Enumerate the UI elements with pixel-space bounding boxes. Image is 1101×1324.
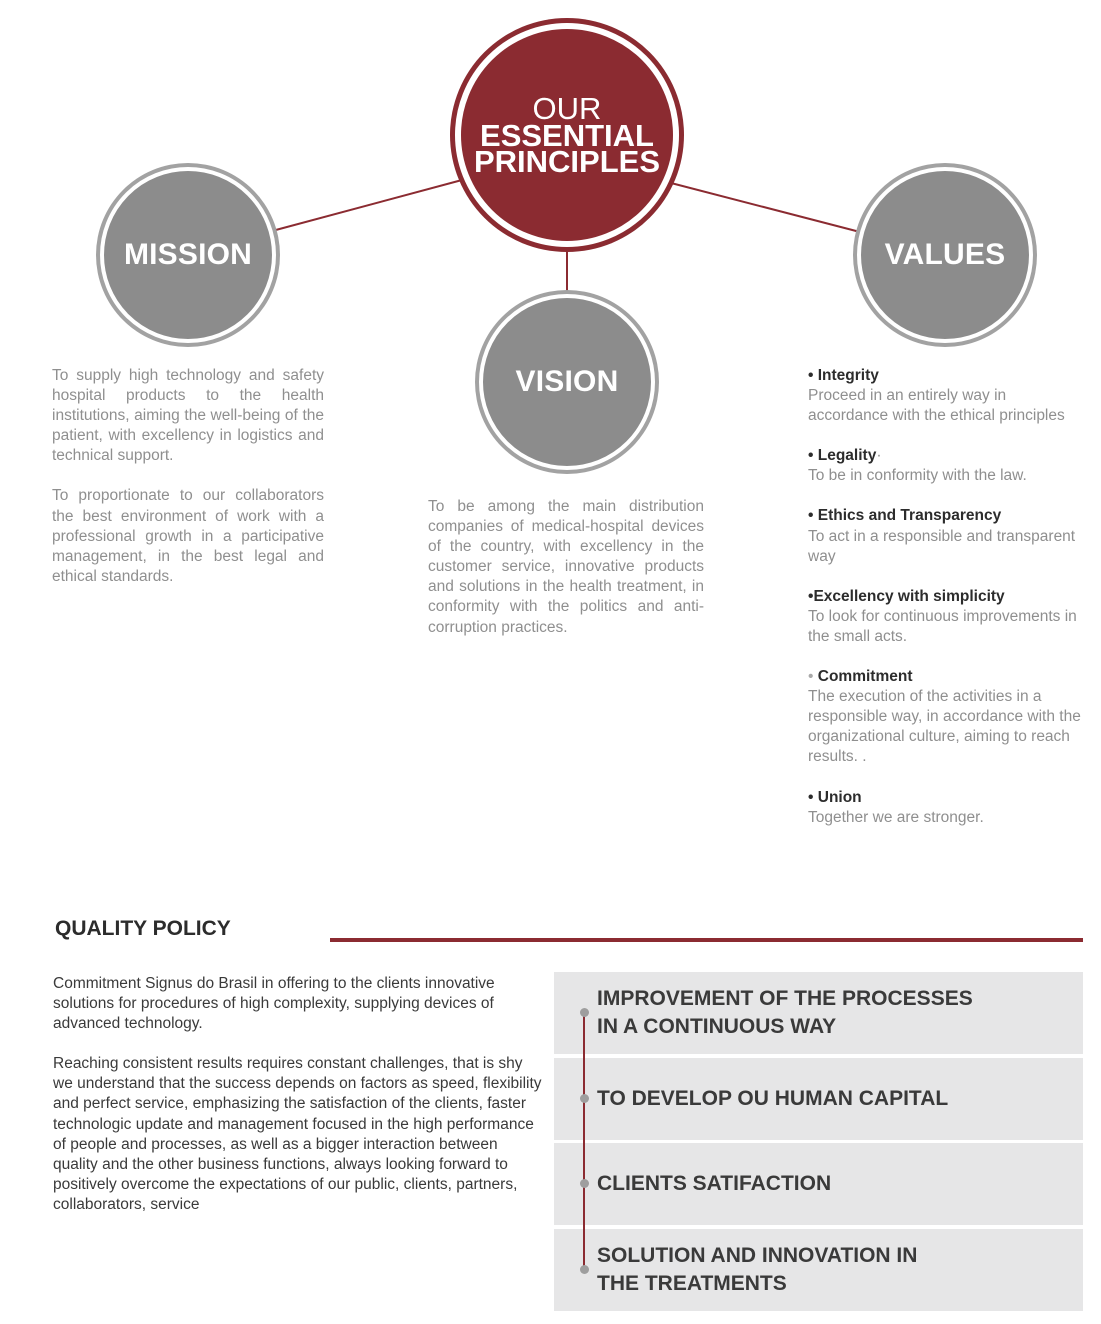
bullet-icon: •	[808, 668, 814, 686]
vision-text	[428, 497, 704, 658]
quality-point-label: IMPROVEMENT OF THE PROCESSES IN A CONTINUOUS WAY	[597, 987, 973, 1038]
center-line-2: ESSENTIAL	[480, 118, 654, 153]
bullet-icon: •	[808, 447, 814, 465]
timeline-dot-icon	[580, 1008, 589, 1017]
value-desc: To look for continuous improvements in the small acts.	[808, 607, 1077, 645]
value-desc: Together we are stronger.	[808, 808, 984, 826]
vision-paragraph: To be among the main distribution companies of medical-hospital devices of the country, with excellency in the customer service, innovative products and solutions in the health treatment, in conformity with the politics and anti-corruption practices.	[428, 498, 704, 636]
quality-point	[554, 1229, 1083, 1311]
quality-point	[554, 1143, 1083, 1225]
value-title: Integrity	[817, 367, 879, 384]
connector-values	[671, 183, 860, 232]
quality-point	[554, 972, 1083, 1054]
value-desc: To be in conformity with the law.	[808, 467, 1027, 485]
quality-point-label: TO DEVELOP OU HUMAN CAPITAL	[597, 1087, 949, 1110]
value-item	[808, 587, 1088, 647]
timeline-dot-icon	[580, 1094, 589, 1103]
section-divider	[330, 938, 1083, 942]
mission-label: MISSION	[123, 238, 253, 271]
timeline-dot-icon	[580, 1265, 589, 1274]
center-line-1: OUR	[532, 91, 602, 126]
mission-paragraph: To supply high technology and safety hospital products to the health institutions, aiming the well-being of the patient, with excellency in logistics and technical support.	[52, 367, 324, 465]
value-title-suffix: ·	[876, 447, 882, 465]
quality-point	[554, 1058, 1083, 1140]
mission-paragraph: To proportionate to our collaborators the best environment of work with a professional growth in a participative management, in the best legal and ethical standards.	[52, 487, 324, 585]
values-circle	[857, 167, 1033, 343]
quality-paragraph: Commitment Signus do Brasil in offering to the clients innovative solutions for procedures of high complexity, supplying devices of advanced technology.	[53, 975, 495, 1033]
bullet-icon: •	[808, 367, 814, 384]
values-label: VALUES	[884, 238, 1006, 271]
mission-text	[52, 366, 324, 607]
quality-policy-text	[53, 974, 543, 1235]
vision-label: VISION	[515, 365, 619, 398]
timeline-line	[583, 1012, 585, 1270]
mission-circle	[100, 167, 276, 343]
value-title: Excellency with simplicity	[813, 587, 1005, 605]
center-line-3: PRINCIPLES	[473, 144, 661, 179]
values-list	[808, 366, 1088, 848]
timeline-dot-icon	[580, 1179, 589, 1188]
connector-mission	[272, 180, 462, 231]
value-title: Ethics and Transparency	[817, 507, 1002, 525]
bullet-icon: •	[808, 507, 814, 525]
bullet-icon: •	[808, 587, 814, 605]
value-title: Commitment	[817, 668, 913, 686]
quality-policy-title: QUALITY POLICY	[55, 917, 231, 940]
value-item	[808, 506, 1088, 566]
value-item	[808, 366, 1088, 426]
value-title: Legality	[817, 447, 877, 465]
value-item	[808, 446, 1088, 486]
quality-points-list	[554, 972, 1083, 1311]
value-item	[808, 788, 1088, 828]
quality-paragraph: Reaching consistent results requires constant challenges, that is shy we understand that the success depends on factors as speed, flexibility and perfect service, emphasizing the satisfaction of the clients, faster technologic update and management focused in the high performance of people and processes, as well as a bigger interaction between quality and the other business functions, always looking forward to positively overcome the expectations of our public, clients, partners, collaborators, service	[53, 1055, 542, 1213]
value-title: Union	[817, 788, 862, 806]
value-desc: Proceed in an entirely way in accordance with the ethical principles	[808, 387, 1065, 425]
quality-point-label: CLIENTS SATIFACTION	[597, 1172, 832, 1195]
value-desc: To act in a responsible and transparent way	[808, 527, 1076, 565]
value-desc: The execution of the activities in a responsible way, in accordance with the organizational culture, aiming to reach results. .	[808, 688, 1081, 766]
principles-center-circle	[455, 23, 679, 247]
quality-point-label: SOLUTION AND INNOVATION IN THE TREATMENTS	[597, 1244, 918, 1295]
bullet-icon: •	[808, 788, 814, 806]
value-item	[808, 667, 1088, 767]
vision-circle	[479, 294, 655, 470]
